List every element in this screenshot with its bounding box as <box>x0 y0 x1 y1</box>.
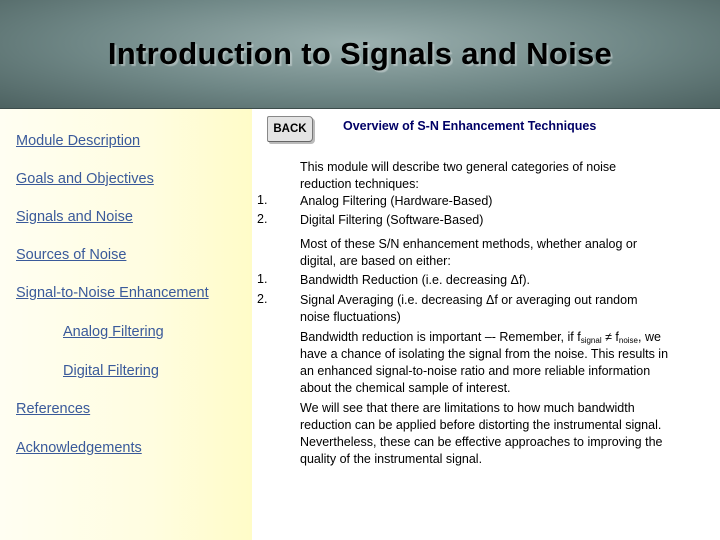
list-number-1: 1. <box>257 193 268 207</box>
list-item-analog: Analog Filtering (Hardware-Based) <box>300 194 493 208</box>
bandwidth-text-c: , we <box>638 330 661 344</box>
intro-line-1: This module will describe two general categories of noise <box>300 160 617 174</box>
list-item-averaging-cont: noise fluctuations) <box>300 310 401 324</box>
list-number-1b: 1. <box>257 272 268 286</box>
list-number-2b: 2. <box>257 292 268 306</box>
nav-references[interactable]: References <box>16 401 91 417</box>
nav-acknowledgements[interactable]: Acknowledgements <box>16 440 142 456</box>
nav-signals-noise[interactable]: Signals and Noise <box>16 209 133 225</box>
nav-signal-to-noise[interactable]: Signal-to-Noise Enhancement <box>16 285 209 301</box>
bandwidth-text-b: ≠ f <box>601 330 619 344</box>
subscript-noise: noise <box>618 336 638 345</box>
nav-goals-objectives[interactable]: Goals and Objectives <box>16 171 154 187</box>
nav-module-description[interactable]: Module Description <box>16 133 141 149</box>
nav-analog-filtering[interactable]: Analog Filtering <box>63 324 164 340</box>
page-title: Introduction to Signals and Noise <box>107 36 613 71</box>
list-item-bandwidth: Bandwidth Reduction (i.e. decreasing Δf). <box>300 273 530 287</box>
limits-line-3: Nevertheless, these can be effective approaches to improving the <box>300 435 663 449</box>
methods-line-2: digital, are based on either: <box>300 254 451 268</box>
section-heading: Overview of S-N Enhancement Techniques <box>343 119 597 133</box>
intro-line-2: reduction techniques: <box>300 177 419 191</box>
nav-sources-noise[interactable]: Sources of Noise <box>16 247 127 263</box>
limits-line-2: reduction can be applied before distorting the instrumental signal. <box>300 418 662 432</box>
bandwidth-text-a: Bandwidth reduction is important –- Remember, if f <box>300 330 581 344</box>
list-item-digital: Digital Filtering (Software-Based) <box>300 213 484 227</box>
bandwidth-line-4: about the chemical sample of interest. <box>300 381 511 395</box>
limits-line-1: We will see that there are limitations to how much bandwidth <box>300 401 635 415</box>
bandwidth-line-2: have a chance of isolating the signal from the noise. This results in <box>300 347 669 361</box>
header-banner <box>0 0 720 109</box>
methods-line-1: Most of these S/N enhancement methods, whether analog or <box>300 237 637 251</box>
list-item-averaging: Signal Averaging (i.e. decreasing Δf or averaging out random <box>300 293 638 307</box>
list-number-2: 2. <box>257 212 268 226</box>
bandwidth-line-3: an enhanced signal-to-noise ratio and more reliable information <box>300 364 651 378</box>
nav-digital-filtering[interactable]: Digital Filtering <box>63 363 159 379</box>
limits-line-4: quality of the instrumental signal. <box>300 452 483 466</box>
subscript-signal: signal <box>580 336 602 345</box>
back-button[interactable]: BACK <box>267 116 313 142</box>
